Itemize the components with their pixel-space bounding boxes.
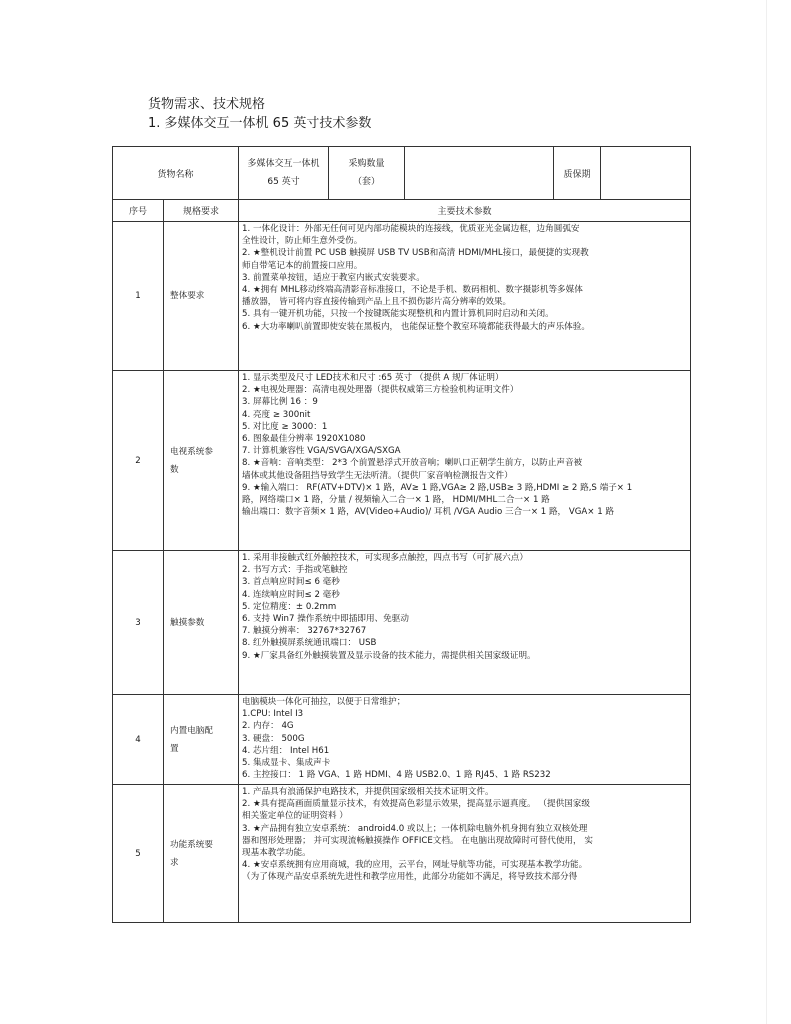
parameter-line: 7. 触摸分辨率： 32767*32767 <box>242 626 367 637</box>
parameter-line: 1. 采用非接触式红外触控技术，可实现多点触控，四点书写（可扩展六点） <box>242 553 528 563</box>
parameter-line: 2. ★电视处理器：高清电视处理器（提供权威第三方检验机构证明文件） <box>242 385 519 396</box>
parameter-line: 4. ★安卓系统拥有应用商城，我的应用，云平台，网址导航等功能，可实现基本教学功能。 <box>242 860 588 871</box>
parameter-line: 输出端口：数字音频× 1 路，AV(Video+Audio)/ 耳机 /VGA Audio 三合一× 1 路， VGA× 1 路 <box>242 507 615 518</box>
parameter-line: 全性设计，防止师生意外受伤。 <box>242 236 363 247</box>
row-requirement <box>164 222 239 371</box>
parameter-line: 5. 对比度 ≥ 3000：1 <box>242 421 328 432</box>
column-header-params: 主要技术参数 <box>239 200 691 222</box>
parameter-line: 电脑模块一体化可抽拉，以便于日常维护； <box>242 697 406 707</box>
spec-row <box>113 551 691 695</box>
requirement-line: 数 <box>170 464 179 475</box>
parameter-line: 路，网络端口× 1 路，分量 / 视频输入二合一× 1 路， HDMI/MHL二合一× 1 路 <box>242 495 550 506</box>
goods-label: 货物名称 <box>113 147 239 200</box>
parameter-line: 播放器， 皆可将内容直接传输到产品上且不损伤影片高分辨率的效果。 <box>242 297 512 308</box>
qty-label-line: 采购数量 <box>348 159 385 169</box>
goods-name-line: 65 英寸 <box>267 177 300 187</box>
parameter-line: 1. 显示类型及尺寸 LED技术和尺寸 :65 英寸 （提供 A 规厂体证明） <box>242 373 504 383</box>
qty-label-cell <box>329 147 405 200</box>
parameter-line: 1.CPU: Intel I3 <box>242 709 304 720</box>
warranty-label: 质保期 <box>554 147 601 200</box>
goods-name-line: 多媒体交互一体机 <box>247 159 320 169</box>
requirement-line: 整体要求 <box>170 291 205 301</box>
row-parameters <box>239 551 691 695</box>
parameter-line: 4. 亮度 ≥ 300nit <box>242 409 311 420</box>
parameter-line: 相关鉴定单位的证明资料 ） <box>242 811 348 822</box>
requirement-line: 置 <box>170 743 179 754</box>
goods-header-row <box>113 147 691 200</box>
parameter-line: 6. ★大功率喇叭前置即使安装在黑板内， 也能保证整个教室环境都能获得最大的声乐体验。 <box>242 321 590 332</box>
spec-row <box>113 222 691 371</box>
parameter-line: 6. 支持 Win7 操作系统中即插即用、免驱动 <box>242 614 409 625</box>
parameter-line: 4. 芯片组： Intel H61 <box>242 745 330 756</box>
page-edge <box>766 0 767 1024</box>
qty-value-cell <box>405 147 554 200</box>
row-parameters <box>239 695 691 785</box>
requirement-line: 电视系统参 <box>170 446 213 457</box>
parameter-line: 3. 前置菜单按钮，适应于教室内嵌式安装要求。 <box>242 272 425 283</box>
goods-name-cell <box>239 147 329 200</box>
spec-rows <box>113 222 691 923</box>
requirement-line: 功能系统要 <box>170 839 213 850</box>
spec-row <box>113 695 691 785</box>
spec-row <box>113 785 691 923</box>
warranty-value-cell <box>601 147 691 200</box>
parameter-line: 5. 集成显卡、集成声卡 <box>242 758 331 769</box>
parameter-line: 6. 图象最佳分辨率 1920X1080 <box>242 434 366 445</box>
row-requirement <box>164 371 239 551</box>
parameter-line: 5. 定位精度：± 0.2mm <box>242 601 337 612</box>
parameter-line: 墙体或其他设备阻挡导致学生无法听清。（提供厂家音响检测报告文件） <box>242 470 513 481</box>
row-number: 3 <box>113 551 164 695</box>
parameter-line: 1. 产品具有浪涌保护电路技术，并提供国家级相关技术证明文件。 <box>242 787 494 797</box>
requirement-line: 内置电脑配 <box>170 725 213 736</box>
column-header-no: 序号 <box>113 200 164 222</box>
parameter-line: 4. 连续响应时间≤ 2 毫秒 <box>242 589 340 600</box>
row-number: 5 <box>113 785 164 923</box>
row-requirement <box>164 695 239 785</box>
parameter-line: 2. ★整机设计前置 PC USB 触摸屏 USB TV USB和高清 HDMI/MHL接口，最便捷的实现教 <box>242 248 589 259</box>
column-header-row <box>113 200 691 222</box>
parameter-line: 2. ★具有提高画面质量显示技术，有效提高色彩显示效果，提高显示逼真度。 （提供国家级 <box>242 799 590 810</box>
parameter-line: 8. 红外触摸屏系统通讯端口： USB <box>242 638 377 649</box>
row-number: 2 <box>113 371 164 551</box>
requirement-line: 求 <box>170 857 179 868</box>
parameter-line: 9. ★厂家具备红外触摸装置及显示设备的技术能力，需提供相关国家级证明。 <box>242 650 536 661</box>
row-parameters <box>239 371 691 551</box>
section-heading: 货物需求、技术规格 <box>148 97 266 112</box>
parameter-line: 8. ★音响：音响类型： 2*3 个前置悬浮式开放音响；喇叭口正朝学生前方，以防止声音被 <box>242 458 583 469</box>
parameter-line: 5. 具有一键开机功能，只按一个按键既能实现整机和内置计算机同时启动和关闭。 <box>242 309 554 320</box>
parameter-line: 现基本教学功能。 <box>242 848 311 859</box>
row-requirement <box>164 785 239 923</box>
parameter-line: 2. 书写方式：手指或笔触控 <box>242 565 348 576</box>
parameter-line: 3. 首点响应时间≤ 6 毫秒 <box>242 577 340 588</box>
parameter-line: 3. ★产品拥有独立安卓系统： android4.0 或以上；一体机除电脑外机身拥有独立双核处理 <box>242 823 588 834</box>
parameter-line: 7. 计算机兼容性 VGA/SVGA/XGA/SXGA <box>242 446 401 457</box>
parameter-line: 4. ★拥有 MHL移动终端高清影音标准接口，不论是手机、数码相机、数字摄影机等多媒体 <box>242 285 583 296</box>
row-number: 1 <box>113 222 164 371</box>
parameter-line: 6. 主控接口： 1 路 VGA、1 路 HDMI、4 路 USB2.0、1 路 RJ45、1 路 RS232 <box>242 770 551 781</box>
row-requirement <box>164 551 239 695</box>
parameter-line: 9. ★输入端口： RF(ATV+DTV)× 1 路，AV≥ 1 路,VGA≥ 2 路,USB≥ 3 路,HDMI ≥ 2 路,S 端子× 1 <box>242 482 633 493</box>
parameter-line: 3. 屏幕比例 16 ：9 <box>242 397 318 408</box>
row-parameters <box>239 785 691 923</box>
parameter-line: 师自带笔记本的前置接口应用。 <box>242 260 363 271</box>
row-number: 4 <box>113 695 164 785</box>
parameter-line: 2. 内存： 4G <box>242 721 294 732</box>
parameter-line: 1. 一体化设计：外部无任何可见内部功能模块的连接线，优质亚光金属边框，边角圆弧安 <box>242 224 580 234</box>
spec-table <box>112 146 691 923</box>
spec-row <box>113 371 691 551</box>
column-header-req: 规格要求 <box>164 200 239 222</box>
parameter-line: 器和图形处理器； 并可实现流畅触摸操作 OFFICE文档。 在电脑出现故障时可替代使用， 实 <box>242 835 593 846</box>
row-parameters <box>239 222 691 371</box>
parameter-line: 3. 硬盘： 500G <box>242 733 305 744</box>
parameter-line: （为了体现产品安卓系统先进性和教学应用性，此部分功能如不满足，将导致技术部分得 <box>242 872 578 883</box>
section-subheading: 1. 多媒体交互一体机 65 英寸技术参数 <box>148 116 372 131</box>
requirement-line: 触摸参数 <box>170 617 205 628</box>
qty-label-line: （套） <box>353 177 381 187</box>
